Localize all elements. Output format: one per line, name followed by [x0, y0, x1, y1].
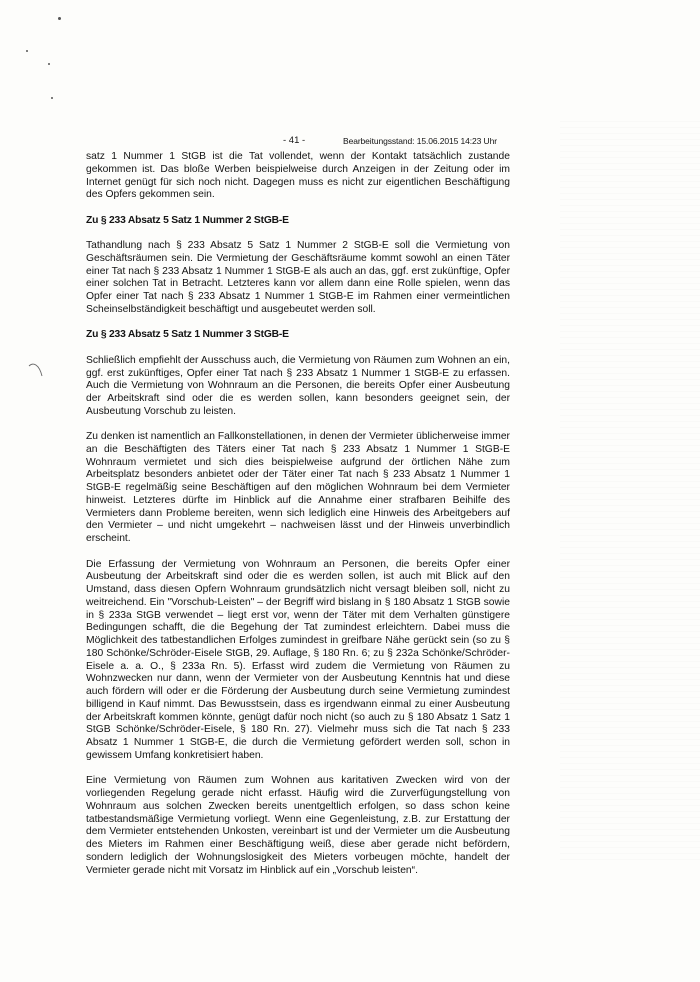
paragraph: satz 1 Nummer 1 StGB ist die Tat vollendet, wenn der Kontakt tatsächlich zustande gekommen ist. Das bloße Werben beispielweise durch Anzeigen in der Zeitung oder im Internet genügt für sich noch nicht. Dagegen muss es nicht zur eigentlichen Beschäftigung des Opfers gekommen sein.: [86, 151, 510, 201]
status-stamp: Bearbeitungsstand: 15.06.2015 14:23 Uhr: [343, 135, 497, 146]
scan-speck: [26, 50, 28, 52]
page-number: - 41 -: [283, 135, 306, 146]
paragraph: Die Erfassung der Vermietung von Wohnraum an Personen, die bereits Opfer einer Ausbeutung der Arbeitskraft sind oder die es werden sollen, ist auch mit Blick auf den Umstand, dass diesen Opfern Wohnraum grundsätzlich nicht versagt bleiben soll, nicht zu weitreichend. Ein "Vorschub-Leisten" – der Begriff wird bislang in § 180 Absatz 1 StGB sowie in § 233a StGB verwendet – liegt erst vor, wenn der Täter mit dem Verhalten günstigere Bedingungen schafft, die die Begehung der Tat zumindest erleichtern. Dabei muss die Möglichkeit des tatbestandlichen Erfolges zumindest in greifbare Nähe gerückt sein (so zu § 180 Schönke/Schröder-Eisele StGB, 29. Auflage, § 180 Rn. 6; zu § 232a Schönke/Schröder-Eisele a. a. O., § 233a Rn. 5). Erfasst wird zudem die Vermietung von Räumen zu Wohnzwecken nur dann, wenn der Vermieter von der Ausbeutung Kenntnis hat und diese auch fördern will oder er die Förderung der Ausbeutung durch seine Vermietung zumindest billigend in Kauf nimmt. Das Bewusstsein, dass es irgendwann einmal zu einer Ausbeutung der Arbeitskraft kommen könnte, genügt dafür noch nicht (so auch zu § 180 Absatz 1 Satz 1 StGB Schönke/Schröder-Eisele, § 180 Rn. 27). Vielmehr muss sich die Tat nach § 233 Absatz 1 Nummer 1 StGB-E, die durch die Vermietung gefördert werden soll, schon in gewissem Umfang konkretisiert haben.: [86, 558, 510, 761]
section-heading: Zu § 233 Absatz 5 Satz 1 Nummer 2 StGB-E: [86, 214, 289, 226]
page-header: [0, 135, 700, 149]
paragraph: Tathandlung nach § 233 Absatz 5 Satz 1 Nummer 2 StGB-E soll die Vermietung von Geschäftsräumen sein. Die Vermietung der Geschäftsräume kommt sowohl an einen Täter einer Tat nach § 233 Absatz 1 Nummer 1 StGB-E als auch an das, ggf. erst zukünftige, Opfer einer solchen Tat in Betracht. Letzteres kann vor allem dann eine Rolle spielen, wenn das Opfer einer Tat nach § 233 Absatz 1 Nummer 1 StGB-E im Rahmen einer vermeintlichen Scheinselbständigkeit beschäftigt und ausgebeutet werden soll.: [86, 240, 510, 315]
section-heading: Zu § 233 Absatz 5 Satz 1 Nummer 3 StGB-E: [86, 329, 289, 341]
scan-speck: [48, 63, 50, 65]
document-body: [86, 151, 510, 890]
paragraph: Zu denken ist namentlich an Fallkonstellationen, in denen der Vermieter üblicherweise immer an die Beschäftigten des Täters einer Tat nach § 233 Absatz 1 Nummer 1 StGB-E Wohnraum vermietet und sich dies beispielweise aufgrund der örtlichen Nähe zum Arbeitsplatz besonders anbietet oder der Täter einer Tat nach § 233 Absatz 1 Nummer 1 StGB-E regelmäßig seine Beschäftigen auf den möglichen Wohnraum bei dem Vermieter hinweist. Letzteres dürfte im Hinblick auf die Annahme einer strafbaren Beihilfe des Vermieters dann Probleme bereiten, wenn sich lediglich eine Hinweis des Arbeitgebers auf den Vermieter – und nicht umgekehrt – nachweisen lässt und der Hinweis unverbindlich erscheint.: [86, 431, 510, 545]
margin-mark: [28, 362, 44, 378]
paragraph: Schließlich empfiehlt der Ausschuss auch, die Vermietung von Räumen zum Wohnen an ein, ggf. erst zukünftiges, Opfer einer Tat nach § 233 Absatz 1 Nummer 1 StGB-E zu erfassen. Auch die Vermietung von Wohnraum an die Personen, die bereits Opfer einer Ausbeutung der Arbeitskraft sind oder die es werden sollen, kann besonders geeignet sein, der Ausbeutung Vorschub zu leisten.: [86, 354, 510, 417]
scan-noise: [560, 120, 700, 860]
scan-speck: [51, 97, 53, 99]
scan-speck: [58, 17, 61, 20]
paragraph: Eine Vermietung von Räumen zum Wohnen aus karitativen Zwecken wird von der vorliegenden Regelung gerade nicht erfasst. Häufig wird die Zurverfügungstellung von Wohnraum aus solchen Zwecken bereits unentgeltlich erfolgen, so dass schon keine tatbestandsmäßige Vermietung vorliegt. Wenn eine Gegenleistung, z.B. zur Erstattung der dem Vermieter entstehenden Unkosten, vereinbart ist und der Vermieter um die Ausbeutung des Mieters im Rahmen einer Beschäftigung weiß, diese aber gerade nicht befördern, sondern lediglich der Wohnungslosigkeit des Mieters vorbeugen möchte, handelt der Vermieter gerade nicht mit Vorsatz im Hinblick auf ein „Vorschub leisten“.: [86, 775, 510, 876]
